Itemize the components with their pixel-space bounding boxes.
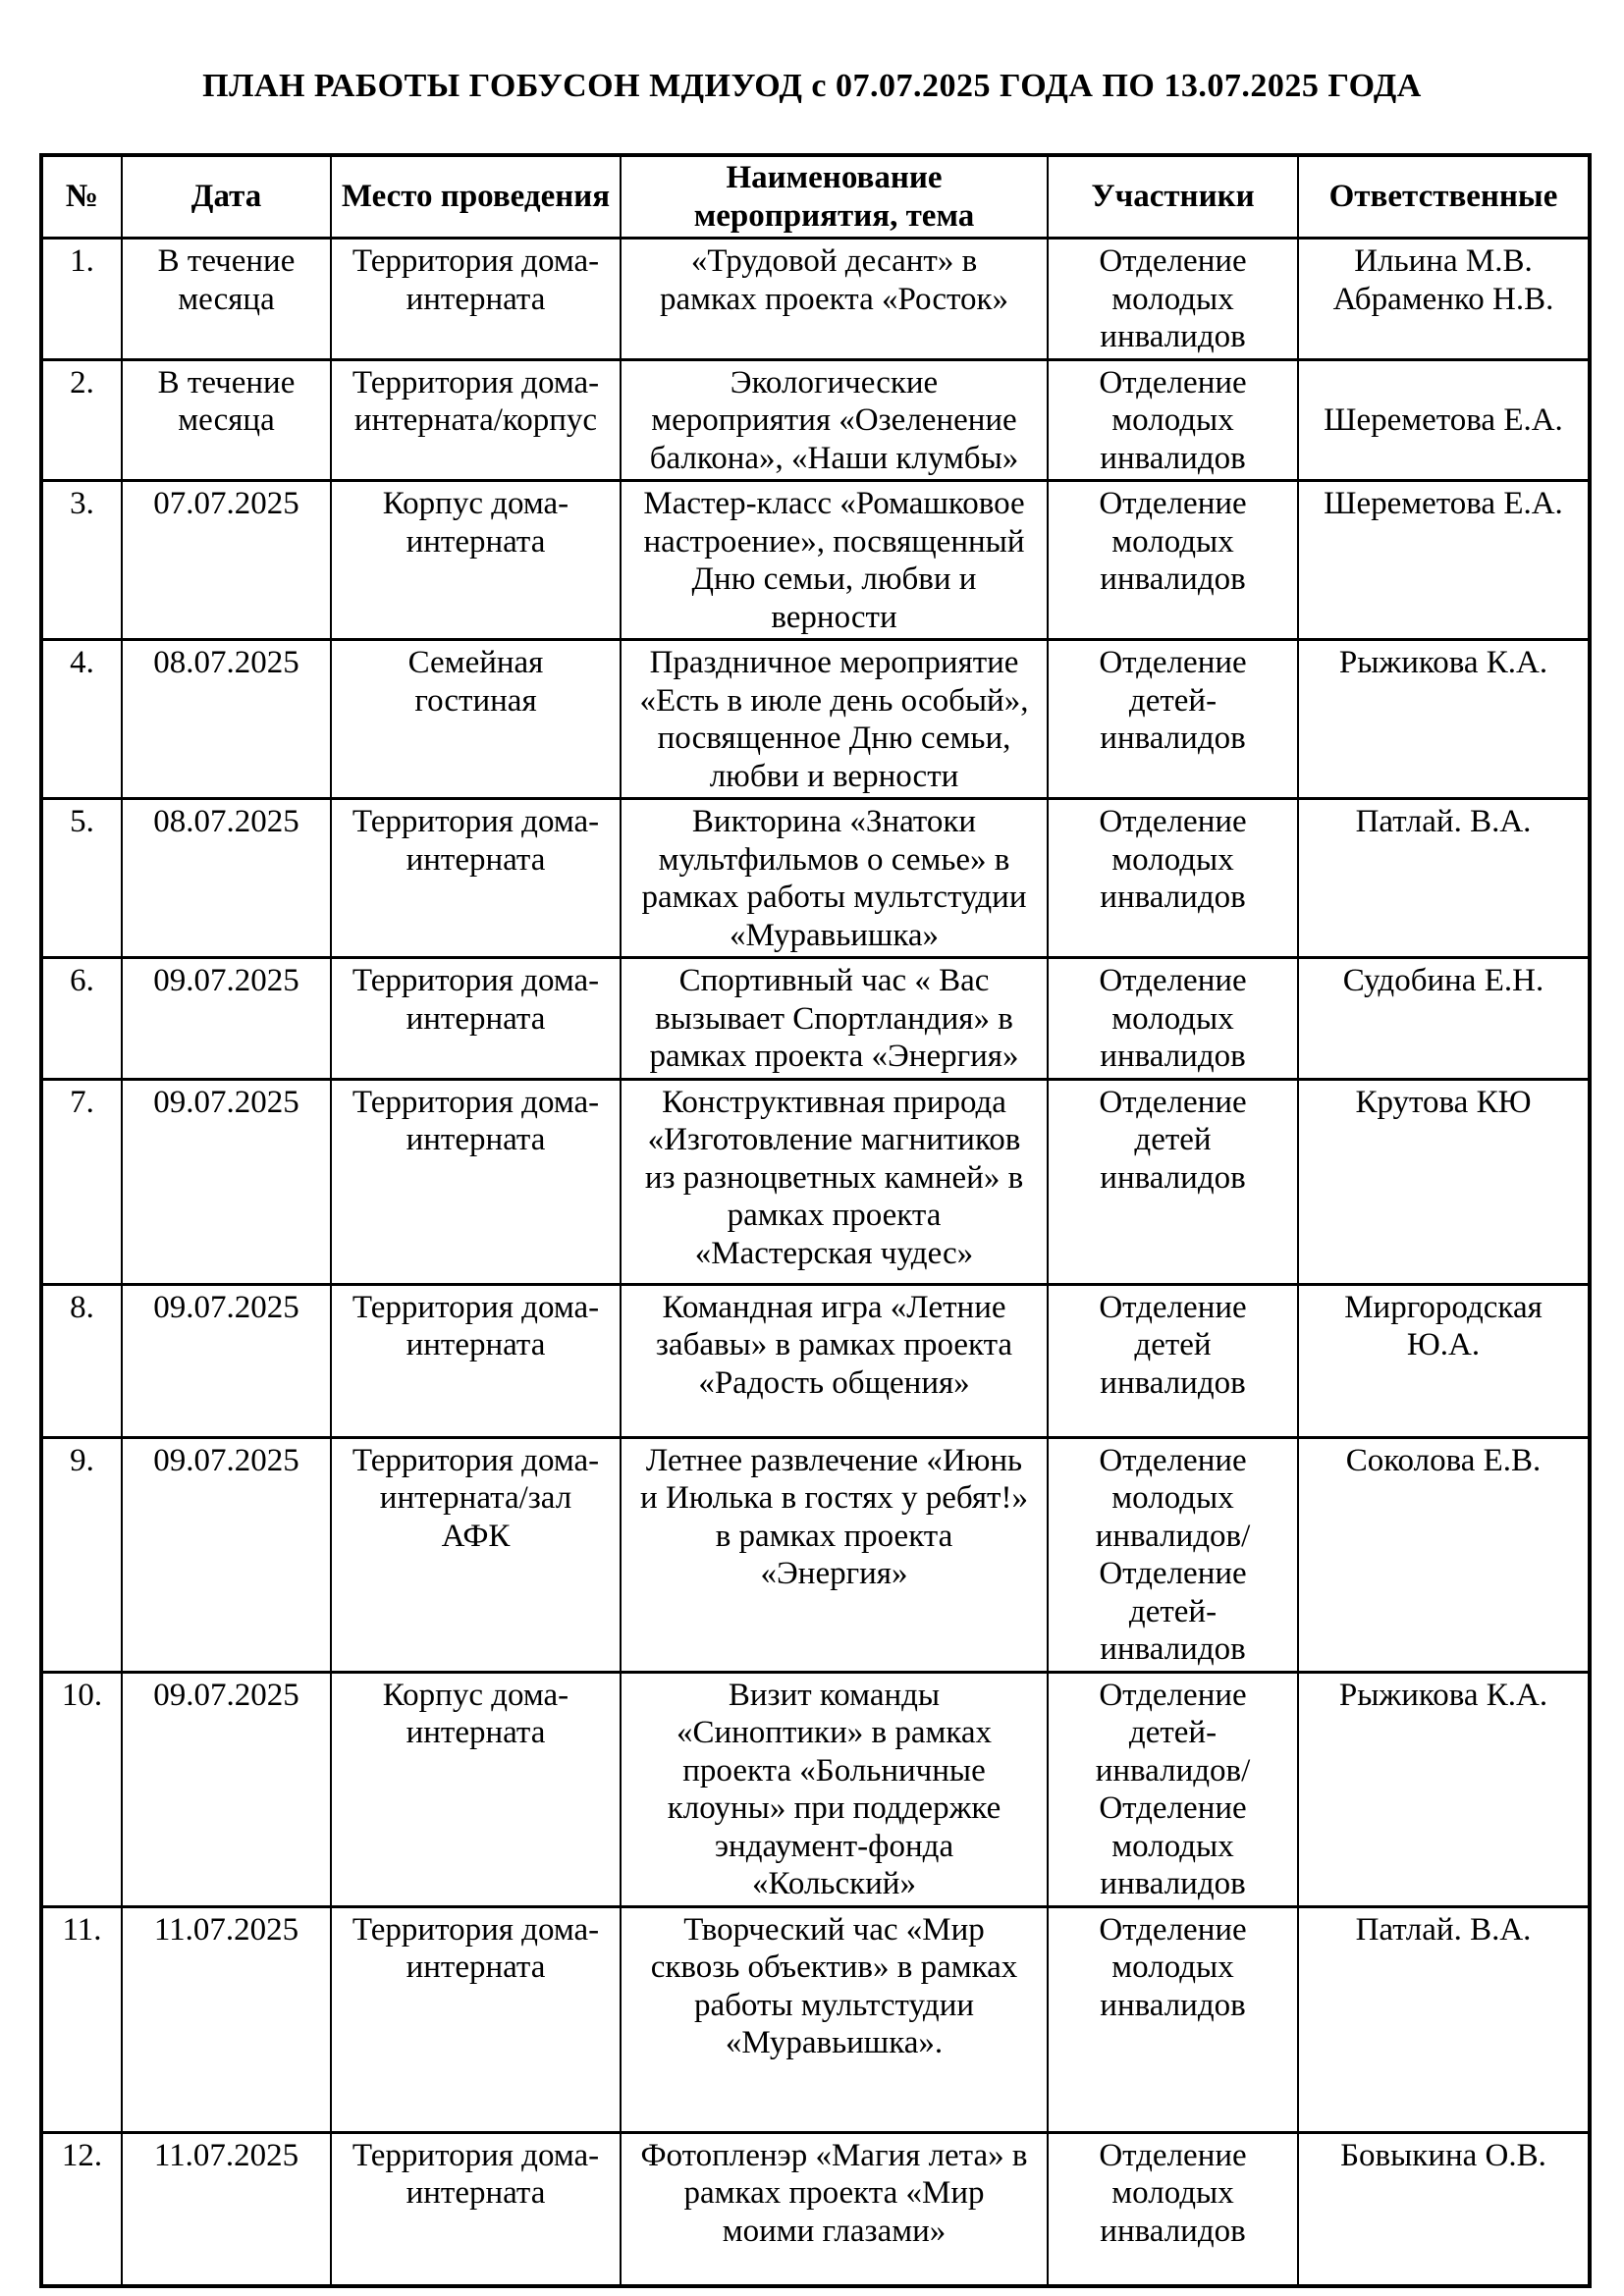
cell-date: 09.07.2025	[122, 958, 331, 1080]
cell-date: 09.07.2025	[122, 1437, 331, 1672]
cell-date: В течение месяца	[122, 239, 331, 360]
work-plan-table	[39, 153, 1592, 2288]
cell-place: Территория дома-интерната	[331, 239, 621, 360]
cell-place: Территория дома-интерната	[331, 1906, 621, 2132]
cell-participants: Отделение молодых инвалидов	[1048, 239, 1298, 360]
cell-participants: Отделение молодых инвалидов	[1048, 359, 1298, 481]
cell-event: Творческий час «Мир сквозь объектив» в рамках работы мультстудии «Муравьишка».	[621, 1906, 1048, 2132]
cell-number: 8.	[41, 1284, 122, 1437]
cell-participants: Отделение детей инвалидов	[1048, 1284, 1298, 1437]
table-row	[41, 481, 1590, 640]
cell-responsible: Шереметова Е.А.	[1298, 481, 1590, 640]
table-row	[41, 359, 1590, 481]
cell-event: Конструктивная природа «Изготовление магнитиков из разноцветных камней» в рамках проекта «Мастерская чудес»	[621, 1079, 1048, 1284]
table-row	[41, 1906, 1590, 2132]
cell-number: 5.	[41, 799, 122, 958]
cell-date: В течение месяца	[122, 359, 331, 481]
cell-number: 6.	[41, 958, 122, 1080]
cell-place: Корпус дома-интерната	[331, 1672, 621, 1906]
cell-participants: Отделение молодых инвалидов/ Отделение детей-инвалидов	[1048, 1437, 1298, 1672]
cell-date: 11.07.2025	[122, 2132, 331, 2286]
cell-number: 7.	[41, 1079, 122, 1284]
cell-number: 10.	[41, 1672, 122, 1906]
cell-event: «Трудовой десант» в рамках проекта «Росток»	[621, 239, 1048, 360]
cell-participants: Отделение детей-инвалидов/ Отделение молодых инвалидов	[1048, 1672, 1298, 1906]
cell-place: Семейная гостиная	[331, 640, 621, 799]
table-row	[41, 2132, 1590, 2286]
cell-responsible: Миргородская Ю.А.	[1298, 1284, 1590, 1437]
cell-place: Территория дома-интерната	[331, 2132, 621, 2286]
cell-responsible: Патлай. В.А.	[1298, 1906, 1590, 2132]
cell-place: Территория дома-интерната	[331, 1284, 621, 1437]
cell-place: Корпус дома-интерната	[331, 481, 621, 640]
cell-number: 1.	[41, 239, 122, 360]
cell-responsible: Крутова КЮ	[1298, 1079, 1590, 1284]
cell-participants: Отделение молодых инвалидов	[1048, 481, 1298, 640]
cell-place: Территория дома-интерната	[331, 958, 621, 1080]
cell-event: Фотопленэр «Магия лета» в рамках проекта «Мир моими глазами»	[621, 2132, 1048, 2286]
table-row	[41, 958, 1590, 1080]
cell-number: 3.	[41, 481, 122, 640]
cell-event: Командная игра «Летние забавы» в рамках проекта «Радость общения»	[621, 1284, 1048, 1437]
cell-responsible: Рыжикова К.А.	[1298, 1672, 1590, 1906]
cell-event: Визит команды «Синоптики» в рамках проекта «Больничные клоуны» при поддержке эндаумент-фонда «Кольский»	[621, 1672, 1048, 1906]
cell-place: Территория дома-интерната	[331, 1079, 621, 1284]
cell-responsible: Шереметова Е.А.	[1298, 359, 1590, 481]
cell-event: Викторина «Знатоки мультфильмов о семье» в рамках работы мультстудии «Муравьишка»	[621, 799, 1048, 958]
cell-event: Праздничное мероприятие «Есть в июле день особый», посвященное Дню семьи, любви и верности	[621, 640, 1048, 799]
cell-number: 11.	[41, 1906, 122, 2132]
cell-responsible: Рыжикова К.А.	[1298, 640, 1590, 799]
cell-number: 4.	[41, 640, 122, 799]
cell-place: Территория дома-интерната/зал АФК	[331, 1437, 621, 1672]
cell-event: Летнее развлечение «Июнь и Июлька в гостях у ребят!» в рамках проекта «Энергия»	[621, 1437, 1048, 1672]
cell-number: 9.	[41, 1437, 122, 1672]
column-header-event: Наименование мероприятия, тема	[621, 155, 1048, 239]
cell-date: 08.07.2025	[122, 640, 331, 799]
column-header-place: Место проведения	[331, 155, 621, 239]
cell-date: 09.07.2025	[122, 1284, 331, 1437]
cell-responsible: Патлай. В.А.	[1298, 799, 1590, 958]
cell-date: 08.07.2025	[122, 799, 331, 958]
column-header-responsible: Ответственные	[1298, 155, 1590, 239]
table-row	[41, 239, 1590, 360]
table-row	[41, 1672, 1590, 1906]
cell-participants: Отделение детей инвалидов	[1048, 1079, 1298, 1284]
cell-event: Экологические мероприятия «Озеленение балкона», «Наши клумбы»	[621, 359, 1048, 481]
cell-date: 09.07.2025	[122, 1672, 331, 1906]
table-row	[41, 1079, 1590, 1284]
cell-place: Территория дома-интерната/корпус	[331, 359, 621, 481]
cell-event: Спортивный час « Вас вызывает Спортландия» в рамках проекта «Энергия»	[621, 958, 1048, 1080]
cell-participants: Отделение детей-инвалидов	[1048, 640, 1298, 799]
plan-table-body	[41, 239, 1590, 2287]
cell-place: Территория дома-интерната	[331, 799, 621, 958]
cell-event: Мастер-класс «Ромашковое настроение», посвященный Дню семьи, любви и верности	[621, 481, 1048, 640]
column-header-participants: Участники	[1048, 155, 1298, 239]
cell-date: 11.07.2025	[122, 1906, 331, 2132]
cell-participants: Отделение молодых инвалидов	[1048, 2132, 1298, 2286]
table-row	[41, 1437, 1590, 1672]
cell-responsible: Судобина Е.Н.	[1298, 958, 1590, 1080]
cell-responsible: Бовыкина О.В.	[1298, 2132, 1590, 2286]
table-header-row	[41, 155, 1590, 239]
column-header-number: №	[41, 155, 122, 239]
cell-number: 12.	[41, 2132, 122, 2286]
cell-participants: Отделение молодых инвалидов	[1048, 958, 1298, 1080]
page-title: ПЛАН РАБОТЫ ГОБУСОН МДИУОД с 07.07.2025 ГОДА ПО 13.07.2025 ГОДА	[202, 68, 1422, 104]
cell-date: 09.07.2025	[122, 1079, 331, 1284]
cell-participants: Отделение молодых инвалидов	[1048, 799, 1298, 958]
table-row	[41, 799, 1590, 958]
column-header-date: Дата	[122, 155, 331, 239]
table-row	[41, 1284, 1590, 1437]
cell-responsible: Соколова Е.В.	[1298, 1437, 1590, 1672]
cell-date: 07.07.2025	[122, 481, 331, 640]
table-row	[41, 640, 1590, 799]
cell-number: 2.	[41, 359, 122, 481]
cell-participants: Отделение молодых инвалидов	[1048, 1906, 1298, 2132]
cell-responsible: Ильина М.В. Абраменко Н.В.	[1298, 239, 1590, 360]
